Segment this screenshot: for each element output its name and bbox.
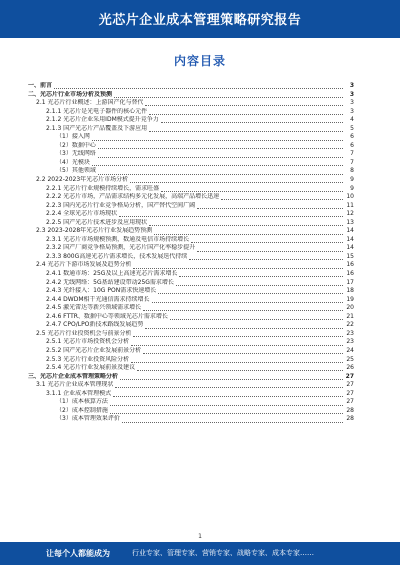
toc-entry-page: 12 — [346, 210, 354, 218]
toc-entry-label: 2.4.4 DWDM相干光通信需求持续增长 — [46, 295, 150, 303]
toc-entry-page: 18 — [346, 287, 354, 295]
toc-entry[interactable] — [28, 347, 354, 356]
toc-entry-label: 2.4.3 光纤接入：10G PON需求快速增长 — [46, 287, 157, 295]
report-title: 光芯片企业成本管理策略研究报告 — [98, 13, 302, 28]
toc-leader-dots — [98, 173, 343, 175]
toc-entry[interactable] — [28, 373, 354, 382]
page-number: 1 — [198, 533, 202, 540]
toc-entry-label: （1）成本核算方法 — [56, 398, 108, 406]
toc-entry-page: 14 — [346, 235, 354, 243]
toc-entry[interactable] — [28, 296, 354, 305]
toc-leader-dots — [161, 121, 343, 123]
toc-entry-label: 2.4.6 FTTR、数据中心等领域光芯片需求增长 — [46, 312, 168, 320]
toc-entry-label: （4）光模块 — [56, 158, 90, 166]
toc-entry-page: 20 — [346, 304, 354, 312]
toc-entry-label: 2.3.2 国产厂商竞争格局预测，光芯片国产化率稳步提升 — [46, 244, 196, 252]
toc-entry[interactable] — [28, 116, 354, 125]
toc-entry[interactable] — [28, 185, 354, 194]
toc-entry-page: 3 — [349, 90, 354, 98]
toc-entry-page: 27 — [346, 398, 354, 406]
toc-leader-dots — [133, 267, 343, 269]
toc-leader-dots — [143, 309, 343, 311]
toc-entry[interactable] — [28, 381, 354, 390]
toc-entry-page: 14 — [346, 244, 354, 252]
toc-entry-label: 2.3.1 光芯片市场规模预测，数通及电信市场持续增长 — [46, 235, 190, 243]
toc-entry-page: 5 — [350, 124, 354, 132]
toc-leader-dots — [143, 352, 343, 354]
toc-entry[interactable] — [28, 219, 354, 228]
toc-entry-page: 21 — [346, 312, 354, 320]
toc-entry[interactable] — [28, 304, 354, 313]
toc-entry-label: （5）其他领域 — [56, 167, 96, 175]
toc-leader-dots — [145, 104, 343, 106]
toc-entry[interactable] — [28, 244, 354, 253]
toc-leader-dots — [158, 292, 343, 294]
toc-leader-dots — [131, 361, 343, 363]
toc-entry-label: （3）成本管理效果评价 — [56, 415, 120, 423]
toc-entry-label: 2.4 光芯片下游市场发展及趋势分析 — [36, 261, 132, 269]
toc-leader-dots — [92, 139, 343, 141]
toc-entry[interactable] — [28, 313, 354, 322]
toc-entry[interactable] — [28, 270, 354, 279]
toc-entry[interactable] — [28, 99, 354, 108]
toc-entry-page: 26 — [346, 364, 354, 372]
toc-leader-dots — [130, 181, 343, 183]
toc-leader-dots — [197, 207, 343, 209]
footer-tagline: 行业专家、管理专家、营销专家、战略专家、成本专家…… — [132, 549, 314, 557]
toc-heading: 内容目录 — [173, 54, 226, 68]
toc-entry-label: （3）无线网络 — [56, 150, 96, 158]
toc-entry[interactable] — [28, 390, 354, 399]
toc-entry[interactable] — [28, 398, 354, 407]
toc-entry-page: 19 — [346, 295, 354, 303]
toc-entry-page: 11 — [346, 201, 354, 209]
toc-entry-label: 2.4.1 数通市场：25G及以上高速光芯片需求增长 — [46, 270, 178, 278]
toc-entry-page: 22 — [346, 321, 354, 329]
toc-entry[interactable] — [28, 261, 354, 270]
toc-entry-label: （2）成本控制措施 — [56, 406, 108, 414]
toc-entry-label: 2.2.3 国内光芯片行业竞争格局分析，国产替代空间广阔 — [46, 201, 196, 209]
toc-entry[interactable] — [28, 159, 354, 168]
toc-entry[interactable] — [28, 415, 354, 424]
toc-entry-label: 2.2.2 光芯片市场，产品需求结构多元化发展，高端产品增长迅速 — [46, 193, 220, 201]
toc-leader-dots — [115, 386, 343, 388]
toc-leader-dots — [149, 130, 343, 132]
toc-entry-label: 2.1.1 光芯片是光电子器件的核心元件 — [46, 107, 148, 115]
toc-entry[interactable] — [28, 167, 354, 176]
toc-entry-label: 2.2 2022-2023年光芯片市场分析 — [36, 176, 129, 184]
toc-entry-page: 23 — [346, 338, 354, 346]
toc-entry-label: 一、前言 — [28, 82, 53, 89]
toc-entry-label: 2.2.5 国产光芯片技术进步及应用现状 — [46, 218, 148, 226]
toc-entry-label: 2.3.3 800G高速光芯片需求增长，技术发展迭代持续 — [46, 252, 188, 260]
toc-entry-page: 6 — [350, 141, 354, 149]
toc-entry-label: 2.5 光芯片行业投资机会与前景分析 — [36, 329, 132, 337]
toc-leader-dots — [221, 198, 343, 200]
toc-leader-dots — [113, 395, 343, 397]
toc-entry[interactable] — [28, 108, 354, 117]
toc-leader-dots — [92, 164, 343, 166]
toc-entry[interactable] — [28, 82, 354, 91]
toc-entry-page: 13 — [346, 218, 354, 226]
toc-entry[interactable] — [28, 150, 354, 159]
toc-entry-label: 2.3 2023-2028年光芯片行业发展趋势预测 — [36, 227, 153, 235]
toc-entry[interactable] — [28, 210, 354, 219]
toc-entry-label: 2.1.3 国产光芯片产品覆盖及下游应用 — [46, 124, 148, 132]
toc-entry[interactable] — [28, 253, 354, 262]
toc-entry-page: 9 — [350, 176, 354, 184]
toc-leader-dots — [152, 301, 343, 303]
toc-entry[interactable] — [28, 321, 354, 330]
toc-entry-label: 2.4.5 激光雷达等新兴领域需求增长 — [46, 304, 142, 312]
toc-entry[interactable] — [28, 236, 354, 245]
toc-entry-page: 9 — [350, 184, 354, 192]
table-of-contents — [28, 82, 354, 424]
toc-entry-label: （1）接入网 — [56, 133, 90, 141]
header-bar — [0, 0, 400, 38]
toc-leader-dots — [189, 258, 343, 260]
toc-entry[interactable] — [28, 330, 354, 339]
toc-leader-dots — [145, 327, 343, 329]
toc-entry-page: 3 — [350, 99, 354, 107]
toc-leader-dots — [149, 113, 343, 115]
toc-entry[interactable] — [28, 279, 354, 288]
toc-entry[interactable] — [28, 356, 354, 365]
toc-entry-label: 2.5.2 国产光芯片企业发展前景分析 — [46, 346, 142, 354]
toc-entry-page: 15 — [346, 252, 354, 260]
toc-entry[interactable] — [28, 133, 354, 142]
toc-leader-dots — [110, 404, 343, 406]
toc-entry-page: 16 — [346, 270, 354, 278]
toc-entry-page: 7 — [350, 158, 354, 166]
toc-entry-page: 7 — [350, 150, 354, 158]
toc-leader-dots — [191, 241, 343, 243]
toc-entry[interactable] — [28, 193, 354, 202]
toc-entry-label: 三、光芯片企业成本管理策略分析 — [28, 372, 119, 380]
toc-entry-page: 3 — [350, 107, 354, 115]
toc-entry-page: 24 — [346, 346, 354, 354]
toc-entry[interactable] — [28, 364, 354, 373]
toc-leader-dots — [110, 412, 343, 414]
toc-entry[interactable] — [28, 202, 354, 211]
toc-leader-dots — [176, 284, 343, 286]
toc-entry-label: 2.2.1 光芯片行业规模持续增长，需求旺盛 — [46, 184, 160, 192]
toc-leader-dots — [122, 421, 343, 423]
toc-leader-dots — [119, 215, 343, 217]
toc-leader-dots — [161, 190, 343, 192]
toc-entry-page: 8 — [350, 167, 354, 175]
toc-entry-label: 3.1 光芯片企业成本管理现状 — [36, 381, 114, 389]
toc-entry-page: 27 — [346, 381, 354, 389]
toc-entry-label: 2.4.7 CPO/LPO新技术路线发展趋势 — [46, 321, 144, 329]
toc-entry-page: 10 — [346, 193, 354, 201]
toc-entry-page: 27 — [345, 372, 354, 380]
toc-entry[interactable] — [28, 142, 354, 151]
toc-entry-page: 17 — [346, 278, 354, 286]
toc-entry-page: 28 — [346, 415, 354, 423]
toc-entry-label: 2.4.2 无线网络：5G基站建设带动25G需求增长 — [46, 278, 174, 286]
toc-entry-page: 28 — [346, 406, 354, 414]
toc-leader-dots — [137, 369, 343, 371]
toc-leader-dots — [98, 156, 343, 158]
toc-entry-page: 6 — [350, 133, 354, 141]
toc-entry-label: 2.1 光芯片行业概述：上游国产化与替代 — [36, 99, 144, 107]
toc-entry-label: 二、光芯片行业市场分析及预测 — [28, 90, 113, 98]
toc-entry-label: 2.5.4 光芯片行业发展前景及建议 — [46, 364, 136, 372]
toc-entry[interactable] — [28, 338, 354, 347]
toc-leader-dots — [133, 335, 343, 337]
toc-entry-page: 3 — [349, 82, 354, 89]
toc-leader-dots — [131, 344, 343, 346]
toc-entry[interactable] — [28, 287, 354, 296]
toc-entry-page: 14 — [346, 227, 354, 235]
toc-entry[interactable] — [28, 227, 354, 236]
toc-entry[interactable] — [28, 91, 354, 100]
toc-leader-dots — [179, 275, 343, 277]
toc-entry[interactable] — [28, 125, 354, 134]
toc-leader-dots — [120, 378, 343, 380]
toc-leader-dots — [197, 250, 343, 252]
toc-entry-page: 4 — [350, 116, 354, 124]
toc-leader-dots — [154, 233, 343, 235]
footer-slogan: 让每个人都能成为 — [46, 549, 110, 558]
toc-entry-page: 23 — [346, 329, 354, 337]
toc-entry-page: 25 — [346, 355, 354, 363]
toc-entry-page: 16 — [346, 261, 354, 269]
toc-entry-label: 2.2.4 全球光芯片市场现状 — [46, 210, 118, 218]
toc-entry[interactable] — [28, 176, 354, 185]
toc-entry-label: 3.1.1 企业成本管理模式 — [46, 389, 112, 397]
toc-entry-label: （2）数据中心 — [56, 141, 96, 149]
toc-leader-dots — [54, 87, 343, 89]
toc-entry-label: 2.5.3 光芯片行业投资风险分析 — [46, 355, 130, 363]
toc-leader-dots — [114, 96, 343, 98]
toc-leader-dots — [149, 224, 343, 226]
toc-entry-label: 2.5.1 光芯片市场投资机会分析 — [46, 338, 130, 346]
toc-entry-label: 2.1.2 光芯片企业采用IDM模式提升竞争力 — [46, 116, 159, 124]
footer-bar — [0, 542, 400, 565]
toc-leader-dots — [98, 147, 343, 149]
toc-leader-dots — [170, 318, 343, 320]
toc-entry[interactable] — [28, 407, 354, 416]
toc-entry-page: 27 — [346, 389, 354, 397]
